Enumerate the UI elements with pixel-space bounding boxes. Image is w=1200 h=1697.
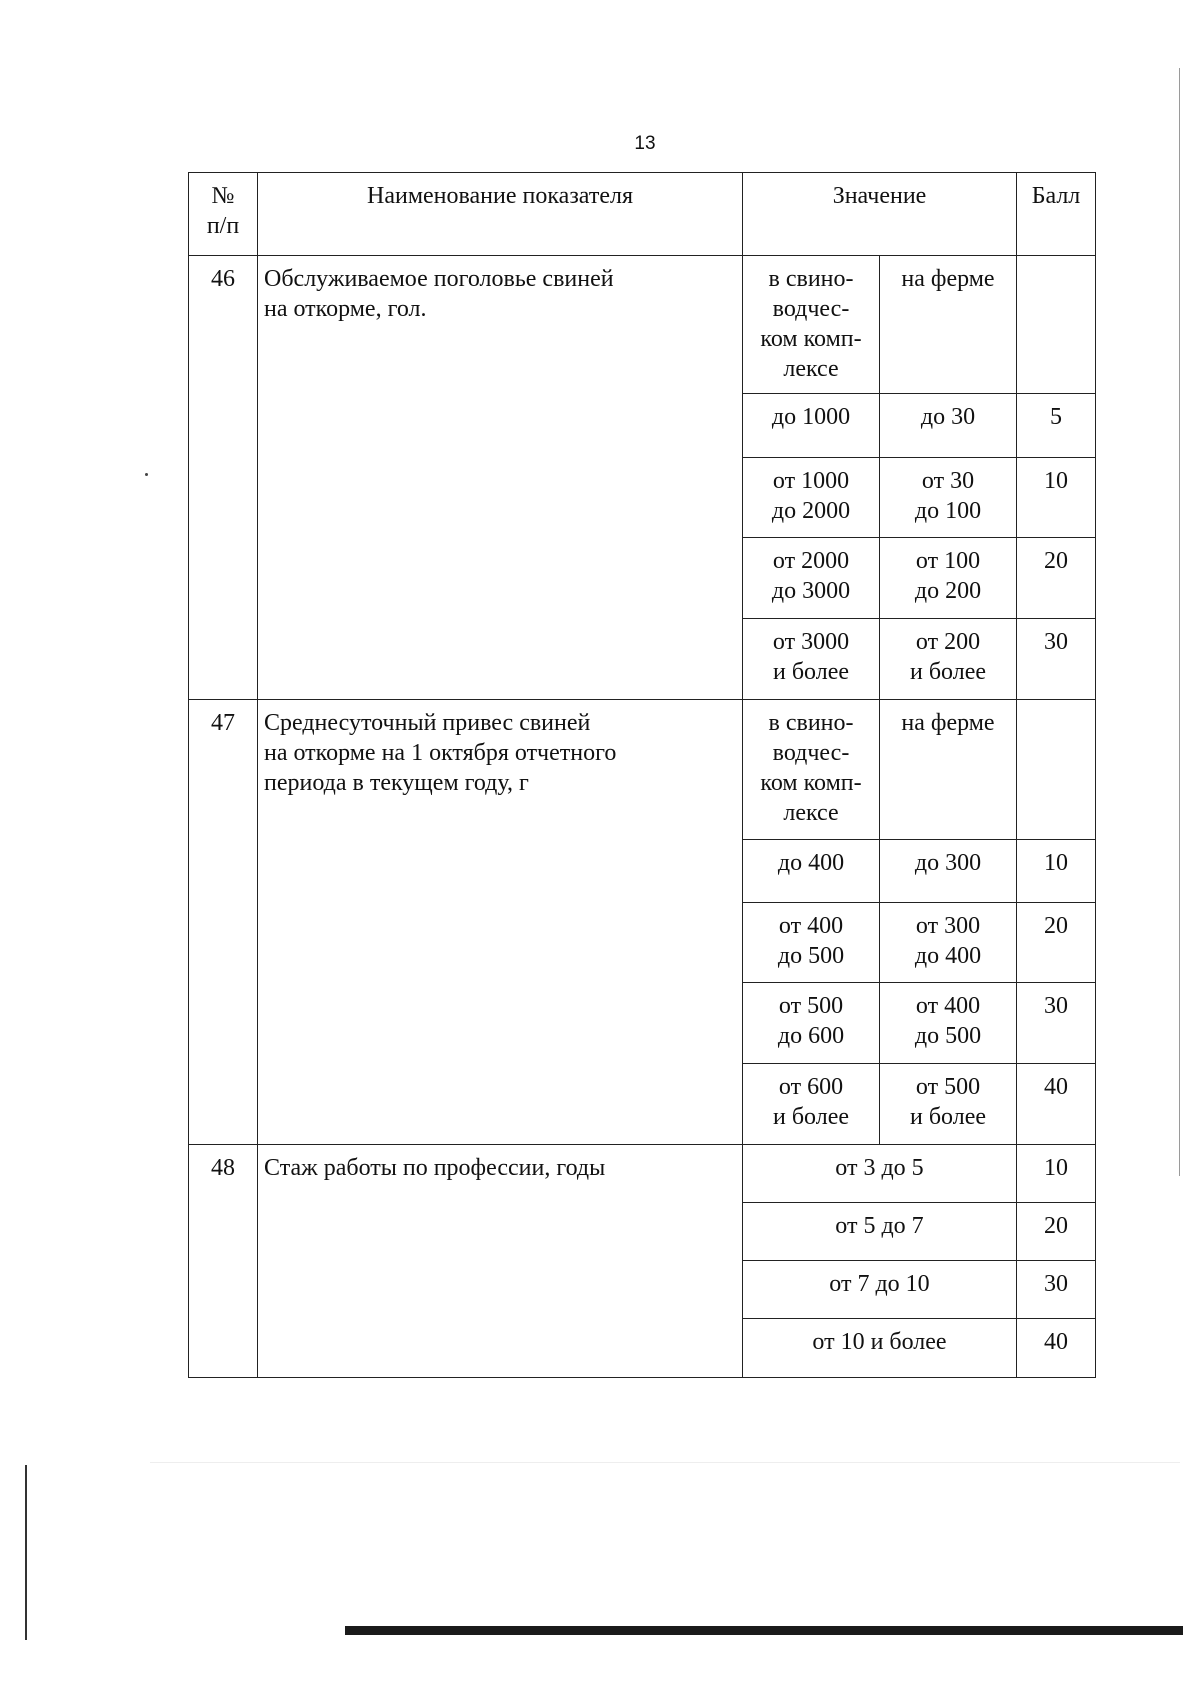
range-complex: от 3000 и более bbox=[743, 619, 880, 700]
score-value: 20 bbox=[1017, 1203, 1096, 1261]
scan-faint-line bbox=[150, 1462, 1180, 1463]
range-complex: от 400 до 500 bbox=[743, 903, 880, 983]
range-complex: от 600 и более bbox=[743, 1064, 880, 1145]
score-value: 30 bbox=[1017, 619, 1096, 700]
scan-speck bbox=[145, 473, 148, 476]
subheader-complex: в свино- водчес- ком комп- лексе bbox=[743, 700, 880, 840]
range-value: от 7 до 10 bbox=[743, 1261, 1017, 1319]
table-header-row bbox=[189, 173, 1096, 256]
score-value: 40 bbox=[1017, 1319, 1096, 1378]
range-value: от 10 и более bbox=[743, 1319, 1017, 1378]
header-number: № п/п bbox=[189, 173, 258, 256]
indicator-name: Среднесуточный привес свиней на откорме на 1 октября отчетного периода в текущем году, г bbox=[258, 700, 743, 1145]
page-number: 13 bbox=[634, 133, 656, 154]
table-row bbox=[189, 700, 1096, 840]
subheader-complex: в свино- водчес- ком комп- лексе bbox=[743, 256, 880, 394]
range-farm: до 300 bbox=[880, 840, 1017, 903]
range-value: от 5 до 7 bbox=[743, 1203, 1017, 1261]
score-value: 30 bbox=[1017, 1261, 1096, 1319]
range-complex: до 400 bbox=[743, 840, 880, 903]
range-farm: от 100 до 200 bbox=[880, 538, 1017, 619]
range-value: от 3 до 5 bbox=[743, 1145, 1017, 1203]
range-complex: до 1000 bbox=[743, 394, 880, 458]
row-number: 48 bbox=[189, 1145, 258, 1378]
score-value: 20 bbox=[1017, 903, 1096, 983]
range-complex: от 1000 до 2000 bbox=[743, 458, 880, 538]
scan-edge-line bbox=[1179, 68, 1180, 1176]
score-cell-empty bbox=[1017, 256, 1096, 394]
range-farm: до 30 bbox=[880, 394, 1017, 458]
header-value: Значение bbox=[743, 173, 1017, 256]
score-value: 10 bbox=[1017, 840, 1096, 903]
indicator-name: Обслуживаемое поголовье свиней на откорме, гол. bbox=[258, 256, 743, 700]
score-value: 10 bbox=[1017, 458, 1096, 538]
score-value: 30 bbox=[1017, 983, 1096, 1064]
range-farm: от 30 до 100 bbox=[880, 458, 1017, 538]
header-score: Балл bbox=[1017, 173, 1096, 256]
range-complex: от 2000 до 3000 bbox=[743, 538, 880, 619]
range-complex: от 500 до 600 bbox=[743, 983, 880, 1064]
row-number: 46 bbox=[189, 256, 258, 700]
score-cell-empty bbox=[1017, 700, 1096, 840]
score-value: 20 bbox=[1017, 538, 1096, 619]
range-farm: от 300 до 400 bbox=[880, 903, 1017, 983]
scan-edge-line bbox=[345, 1626, 1183, 1635]
scan-edge-line bbox=[25, 1465, 27, 1640]
row-number: 47 bbox=[189, 700, 258, 1145]
indicators-table bbox=[188, 172, 1096, 1378]
indicator-name: Стаж работы по профессии, годы bbox=[258, 1145, 743, 1378]
range-farm: от 200 и более bbox=[880, 619, 1017, 700]
range-farm: от 500 и более bbox=[880, 1064, 1017, 1145]
range-farm: от 400 до 500 bbox=[880, 983, 1017, 1064]
score-value: 10 bbox=[1017, 1145, 1096, 1203]
table-row bbox=[189, 256, 1096, 394]
table-row bbox=[189, 1145, 1096, 1203]
score-value: 40 bbox=[1017, 1064, 1096, 1145]
header-name: Наименование показателя bbox=[258, 173, 743, 256]
score-value: 5 bbox=[1017, 394, 1096, 458]
subheader-farm: на ферме bbox=[880, 256, 1017, 394]
subheader-farm: на ферме bbox=[880, 700, 1017, 840]
